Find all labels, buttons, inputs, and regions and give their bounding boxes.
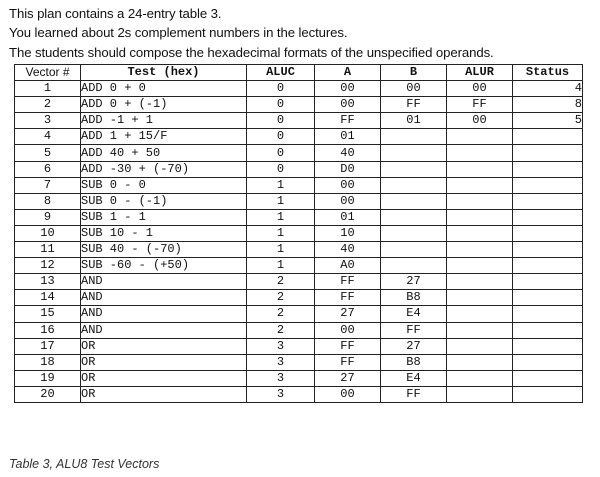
cell-b: B8 <box>381 354 447 370</box>
cell-a: FF <box>315 338 381 354</box>
table-caption: Table 3, ALU8 Test Vectors <box>9 457 160 471</box>
cell-a: 00 <box>315 81 381 97</box>
table-row <box>15 113 583 129</box>
cell-status: 8 <box>513 97 583 113</box>
cell-a: 10 <box>315 225 381 241</box>
cell-aluc: 0 <box>247 161 315 177</box>
header-b: B <box>381 65 447 81</box>
cell-b: 27 <box>381 338 447 354</box>
intro-line-2: You learned about 2s complement numbers in the lectures. <box>9 25 348 41</box>
cell-alur <box>447 354 513 370</box>
cell-status <box>513 338 583 354</box>
cell-test: SUB -60 - (+50) <box>81 258 247 274</box>
cell-alur <box>447 242 513 258</box>
cell-b <box>381 145 447 161</box>
cell-b <box>381 225 447 241</box>
cell-b: E4 <box>381 306 447 322</box>
cell-a: FF <box>315 274 381 290</box>
cell-alur <box>447 145 513 161</box>
cell-alur: FF <box>447 97 513 113</box>
cell-alur <box>447 225 513 241</box>
cell-vector: 7 <box>15 177 81 193</box>
cell-vector: 9 <box>15 209 81 225</box>
cell-vector: 5 <box>15 145 81 161</box>
cell-vector: 12 <box>15 258 81 274</box>
cell-aluc: 2 <box>247 290 315 306</box>
cell-a: 40 <box>315 242 381 258</box>
cell-alur <box>447 161 513 177</box>
cell-status <box>513 242 583 258</box>
cell-vector: 11 <box>15 242 81 258</box>
table-row <box>15 242 583 258</box>
cell-vector: 17 <box>15 338 81 354</box>
cell-a: 27 <box>315 306 381 322</box>
cell-test: ADD 0 + (-1) <box>81 97 247 113</box>
cell-vector: 8 <box>15 193 81 209</box>
cell-b <box>381 242 447 258</box>
cell-alur <box>447 209 513 225</box>
header-test: Test (hex) <box>81 65 247 81</box>
cell-vector: 10 <box>15 225 81 241</box>
cell-aluc: 3 <box>247 338 315 354</box>
cell-test: OR <box>81 386 247 402</box>
cell-alur <box>447 193 513 209</box>
cell-aluc: 0 <box>247 81 315 97</box>
cell-alur <box>447 338 513 354</box>
cell-aluc: 0 <box>247 97 315 113</box>
cell-status <box>513 306 583 322</box>
cell-status <box>513 129 583 145</box>
cell-vector: 3 <box>15 113 81 129</box>
cell-b: 01 <box>381 113 447 129</box>
cell-status <box>513 177 583 193</box>
cell-aluc: 1 <box>247 258 315 274</box>
cell-vector: 6 <box>15 161 81 177</box>
cell-b: FF <box>381 97 447 113</box>
table-row <box>15 193 583 209</box>
table-row <box>15 338 583 354</box>
cell-test: SUB 10 - 1 <box>81 225 247 241</box>
intro-line-1: This plan contains a 24-entry table 3. <box>9 6 222 21</box>
cell-a: 40 <box>315 145 381 161</box>
cell-status <box>513 209 583 225</box>
cell-a: 27 <box>315 370 381 386</box>
cell-a: 01 <box>315 209 381 225</box>
table-row <box>15 161 583 177</box>
cell-a: FF <box>315 113 381 129</box>
cell-status <box>513 258 583 274</box>
header-row <box>15 65 583 81</box>
cell-test: ADD -1 + 1 <box>81 113 247 129</box>
cell-alur <box>447 177 513 193</box>
cell-vector: 14 <box>15 290 81 306</box>
cell-test: OR <box>81 370 247 386</box>
cell-test: SUB 0 - 0 <box>81 177 247 193</box>
cell-a: 00 <box>315 97 381 113</box>
header-alur: ALUR <box>447 65 513 81</box>
table-row <box>15 209 583 225</box>
cell-vector: 16 <box>15 322 81 338</box>
cell-a: FF <box>315 354 381 370</box>
cell-alur <box>447 306 513 322</box>
cell-b <box>381 258 447 274</box>
cell-aluc: 3 <box>247 386 315 402</box>
cell-a: 00 <box>315 177 381 193</box>
cell-alur <box>447 258 513 274</box>
cell-aluc: 3 <box>247 370 315 386</box>
cell-status <box>513 161 583 177</box>
cell-b: FF <box>381 322 447 338</box>
cell-test: ADD 0 + 0 <box>81 81 247 97</box>
cell-alur: 00 <box>447 113 513 129</box>
table-row <box>15 177 583 193</box>
cell-aluc: 2 <box>247 306 315 322</box>
cell-b: FF <box>381 386 447 402</box>
table-row <box>15 274 583 290</box>
table-row <box>15 306 583 322</box>
cell-a: D0 <box>315 161 381 177</box>
cell-test: ADD -30 + (-70) <box>81 161 247 177</box>
cell-aluc: 1 <box>247 225 315 241</box>
cell-alur <box>447 386 513 402</box>
cell-aluc: 0 <box>247 129 315 145</box>
table-row <box>15 386 583 402</box>
header-a: A <box>315 65 381 81</box>
cell-status <box>513 274 583 290</box>
cell-status <box>513 145 583 161</box>
cell-vector: 2 <box>15 97 81 113</box>
cell-status <box>513 354 583 370</box>
cell-test: SUB 40 - (-70) <box>81 242 247 258</box>
cell-a: FF <box>315 290 381 306</box>
table-row <box>15 225 583 241</box>
cell-alur <box>447 274 513 290</box>
cell-status <box>513 386 583 402</box>
cell-status: 4 <box>513 81 583 97</box>
cell-a: 00 <box>315 193 381 209</box>
cell-b <box>381 177 447 193</box>
cell-test: AND <box>81 290 247 306</box>
cell-aluc: 1 <box>247 193 315 209</box>
table-row <box>15 129 583 145</box>
cell-status <box>513 322 583 338</box>
cell-vector: 4 <box>15 129 81 145</box>
cell-aluc: 2 <box>247 322 315 338</box>
cell-alur <box>447 129 513 145</box>
cell-b <box>381 209 447 225</box>
cell-vector: 18 <box>15 354 81 370</box>
cell-test: SUB 0 - (-1) <box>81 193 247 209</box>
table-row <box>15 290 583 306</box>
cell-b: 00 <box>381 81 447 97</box>
cell-a: 00 <box>315 322 381 338</box>
cell-b: 27 <box>381 274 447 290</box>
cell-test: OR <box>81 354 247 370</box>
cell-a: 00 <box>315 386 381 402</box>
cell-aluc: 0 <box>247 145 315 161</box>
cell-alur <box>447 370 513 386</box>
cell-b <box>381 193 447 209</box>
intro-line-3: The students should compose the hexadecimal formats of the unspecified operands. <box>9 44 494 60</box>
cell-b: E4 <box>381 370 447 386</box>
cell-status: 5 <box>513 113 583 129</box>
cell-aluc: 2 <box>247 274 315 290</box>
cell-test: ADD 1 + 15/F <box>81 129 247 145</box>
cell-b <box>381 161 447 177</box>
cell-vector: 19 <box>15 370 81 386</box>
cell-b <box>381 129 447 145</box>
cell-alur: 00 <box>447 81 513 97</box>
test-vectors-table <box>14 64 583 403</box>
table-row <box>15 322 583 338</box>
table-row <box>15 97 583 113</box>
cell-test: AND <box>81 322 247 338</box>
cell-aluc: 1 <box>247 177 315 193</box>
header-aluc: ALUC <box>247 65 315 81</box>
cell-status <box>513 290 583 306</box>
cell-a: A0 <box>315 258 381 274</box>
cell-vector: 1 <box>15 81 81 97</box>
header-status: Status <box>513 65 583 81</box>
table-row <box>15 145 583 161</box>
cell-status <box>513 193 583 209</box>
cell-aluc: 0 <box>247 113 315 129</box>
table-row <box>15 258 583 274</box>
cell-vector: 13 <box>15 274 81 290</box>
cell-test: SUB 1 - 1 <box>81 209 247 225</box>
cell-aluc: 1 <box>247 209 315 225</box>
cell-alur <box>447 322 513 338</box>
table-row <box>15 81 583 97</box>
header-vector: Vector # <box>15 65 81 81</box>
cell-a: 01 <box>315 129 381 145</box>
cell-b: B8 <box>381 290 447 306</box>
intro-text <box>9 4 494 62</box>
cell-status <box>513 370 583 386</box>
cell-vector: 20 <box>15 386 81 402</box>
table-row <box>15 370 583 386</box>
cell-test: AND <box>81 306 247 322</box>
table-row <box>15 354 583 370</box>
cell-status <box>513 225 583 241</box>
cell-aluc: 3 <box>247 354 315 370</box>
cell-test: OR <box>81 338 247 354</box>
cell-alur <box>447 290 513 306</box>
cell-aluc: 1 <box>247 242 315 258</box>
cell-vector: 15 <box>15 306 81 322</box>
cell-test: AND <box>81 274 247 290</box>
cell-test: ADD 40 + 50 <box>81 145 247 161</box>
table-body <box>15 81 583 403</box>
